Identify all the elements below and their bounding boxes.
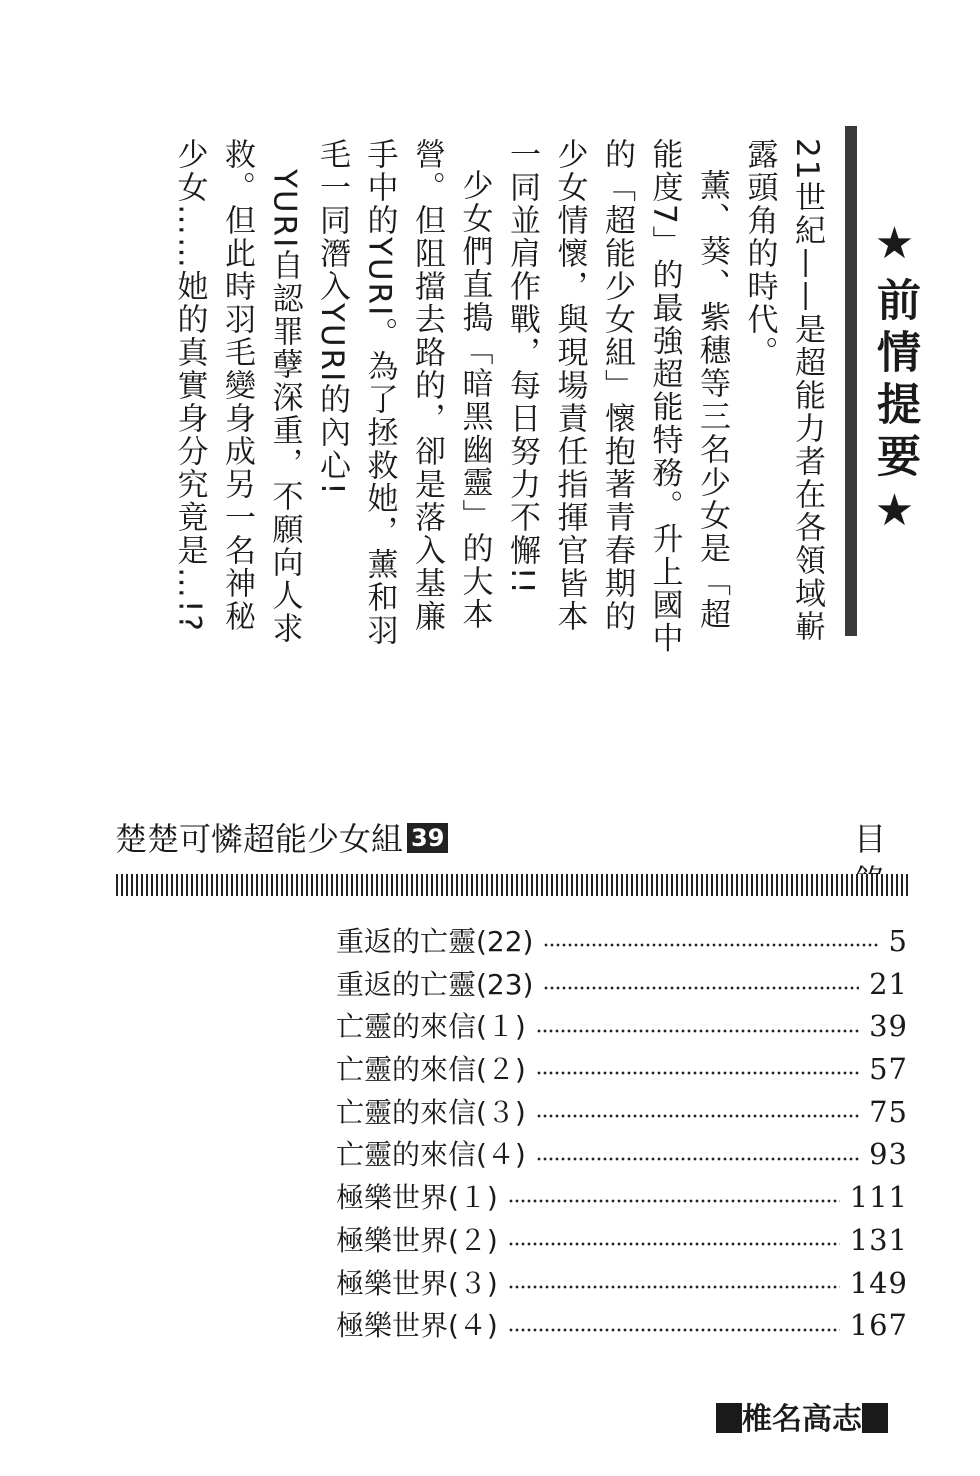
toc-entry-page: 93 — [869, 1137, 908, 1172]
synopsis-heading: ★前情提要★ — [869, 218, 920, 544]
toc-entry[interactable] — [336, 1048, 908, 1091]
toc-entry[interactable] — [336, 1304, 908, 1347]
toc-ruler-decoration — [116, 874, 908, 896]
black-square-icon — [862, 1403, 888, 1433]
toc-leader-dots — [508, 1199, 840, 1203]
toc-entry-page: 167 — [849, 1308, 908, 1343]
book-title-text: 楚楚可憐超能少女組 — [115, 820, 404, 858]
toc-leader-dots — [508, 1285, 840, 1289]
toc-entry[interactable] — [336, 1262, 908, 1305]
toc-leader-dots — [508, 1242, 840, 1246]
author-credit — [696, 1396, 908, 1444]
toc-entry-title: 極樂世界(２) — [336, 1223, 498, 1257]
toc-entry[interactable] — [336, 1005, 908, 1048]
toc-leader-dots — [508, 1328, 840, 1332]
black-square-icon — [716, 1403, 742, 1433]
toc-entry-title: 亡靈的來信(４) — [336, 1138, 526, 1172]
author-name: 椎名高志 — [742, 1402, 862, 1437]
toc-entry-page: 131 — [849, 1222, 908, 1257]
toc-entry[interactable] — [336, 1176, 908, 1219]
toc-leader-dots — [536, 1157, 859, 1161]
toc-leader-dots — [543, 943, 878, 947]
synopsis-body — [160, 138, 830, 658]
toc-entry-title: 亡靈的來信(２) — [336, 1053, 526, 1087]
toc-leader-dots — [536, 1029, 859, 1033]
toc-entry-page: 149 — [849, 1265, 908, 1300]
toc-entry-title: 極樂世界(４) — [336, 1309, 498, 1343]
toc-entry[interactable] — [336, 1219, 908, 1262]
synopsis-paragraph: 少女們直搗「暗黑幽靈」的大本營。但阻擋去路的，卻是落入基廉手中的YURI。為了拯救她，薰和羽毛一同潛入YURI的內心! — [314, 138, 493, 648]
volume-badge: 39 — [407, 823, 448, 853]
toc-entry[interactable] — [336, 920, 908, 963]
toc-entry-page: 57 — [869, 1052, 908, 1087]
toc-entry-title: 亡靈的來信(１) — [336, 1010, 526, 1044]
book-title — [115, 818, 448, 860]
toc-entry-title: 亡靈的來信(３) — [336, 1095, 526, 1129]
toc-heading: 目 — [853, 820, 908, 858]
toc-entry[interactable] — [336, 963, 908, 1006]
synopsis-paragraph: YURI自認罪孽深重，不願向人求救。但此時羽毛變身成另一名神秘少女……她的真實身分究竟是…!? — [171, 138, 303, 646]
toc-entry[interactable] — [336, 1133, 908, 1176]
synopsis-paragraph: 薰、葵、紫穗等三名少女是「超能度7」的最強超能特務。升上國中的「超能少女組」懷抱著青春期的少女情懷，與現場責任指揮官皆本一同並肩作戰，每日努力不懈!! — [504, 138, 730, 655]
toc-entry-title: 重返的亡靈(22) — [336, 925, 534, 958]
toc-leader-dots — [536, 1114, 859, 1118]
toc-entry-page: 39 — [869, 1009, 908, 1044]
toc-entry-title: 重返的亡靈(23) — [336, 967, 534, 1001]
toc-leader-dots — [543, 986, 859, 990]
toc-entry-page: 21 — [869, 966, 908, 1001]
toc-entry-page: 111 — [849, 1180, 908, 1215]
synopsis-paragraph: 21世紀——是超能力者在各領域嶄露頭角的時代。 — [741, 138, 825, 644]
toc-entry-title: 極樂世界(１) — [336, 1181, 498, 1215]
toc-entry[interactable] — [336, 1091, 908, 1134]
synopsis-divider-bar — [845, 126, 857, 636]
toc-leader-dots — [536, 1071, 859, 1075]
toc-entry-page: 5 — [888, 924, 908, 958]
toc-list — [336, 920, 908, 1347]
toc-entry-page: 75 — [869, 1094, 908, 1129]
toc-entry-title: 極樂世界(３) — [336, 1266, 498, 1300]
